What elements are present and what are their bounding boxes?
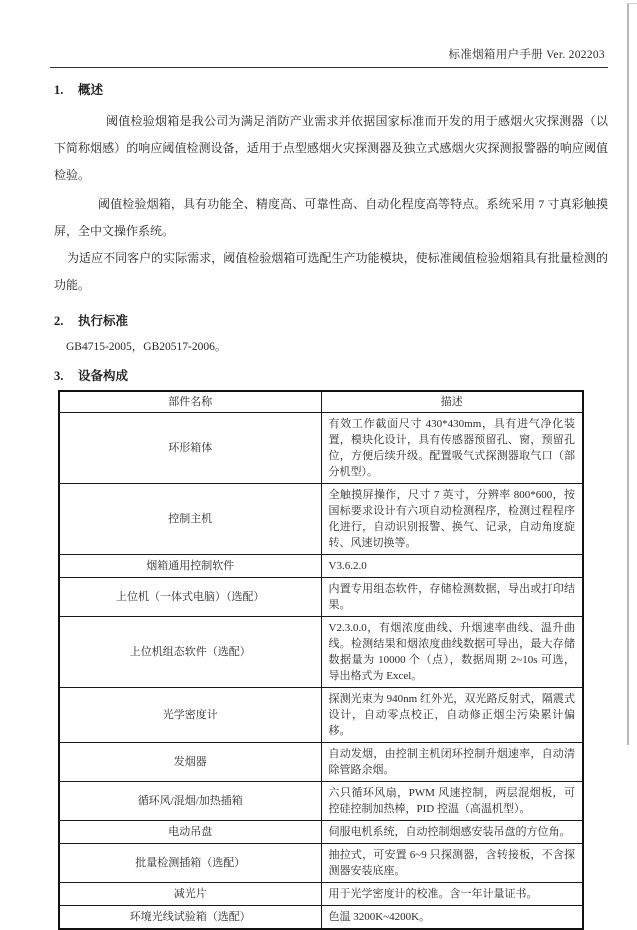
part-description-cell: 伺服电机系统，自动控制烟感安装吊盘的方位角。 (321, 821, 583, 844)
part-name-cell: 批量检测插箱（选配） (59, 844, 321, 883)
part-description-cell: 用于光学密度计的校准。含一年计量证书。 (321, 883, 583, 906)
table-row (59, 821, 583, 844)
page-header-title: 标准烟箱用户手册 Ver. 202203 (448, 49, 605, 61)
part-name-cell: 循环风/混烟/加热插箱 (59, 782, 321, 821)
part-name-cell: 控制主机 (59, 484, 321, 555)
table-row (59, 617, 583, 688)
column-header-part-name: 部件名称 (59, 391, 321, 413)
part-name-cell: 光学密度计 (59, 688, 321, 743)
table-body (59, 413, 583, 930)
column-header-description: 描述 (321, 391, 583, 413)
section-heading-composition (54, 368, 608, 384)
scan-edge-vertical-line (627, 3, 629, 745)
part-name-cell: 环境光线试验箱（选配） (59, 906, 321, 930)
section-number: 3. (54, 369, 64, 383)
part-description-cell: 探测光束为 940nm 红外光，双光路反射式，隔震式设计，自动零点校正，自动修正烟尘污染累计偏移。 (321, 688, 583, 743)
part-name-cell: 上位机组态软件（选配） (59, 617, 321, 688)
overview-paragraph-2: 阈值检验烟箱，具有功能全、精度高、可靠性高、自动化程度高等特点。系统采用 7 寸真彩触摸屏，全中文操作系统。 (54, 197, 608, 238)
part-name-cell: 发烟器 (59, 743, 321, 782)
table-row (59, 578, 583, 617)
part-name-cell: 电动吊盘 (59, 821, 321, 844)
part-name-cell: 环形箱体 (59, 413, 321, 484)
overview-paragraph-3: 为适应不同客户的实际需求，阈值检验烟箱可选配生产功能模块，使标准阈值检验烟箱具有批量检测的功能。 (54, 251, 608, 292)
scan-edge-horizontal-line (627, 3, 637, 4)
part-description-cell: 全触摸屏操作，尺寸 7 英寸，分辨率 800*600，按国标要求设计有六项自动检测程序，检测过程程序化进行，自动识别报警、换气、记录，自动角度旋转、风速切换等。 (321, 484, 583, 555)
table-row (59, 413, 583, 484)
table-row (59, 688, 583, 743)
part-description-cell: 六只循环风扇，PWM 风速控制，两层混烟板，可控硅控制加热棒，PID 控温（高温机型）。 (321, 782, 583, 821)
table-header-row (59, 391, 583, 413)
table-row (59, 883, 583, 906)
part-description-cell: 内置专用组态软件，存储检测数据，导出或打印结果。 (321, 578, 583, 617)
part-name-cell: 烟箱通用控制软件 (59, 555, 321, 578)
section-number: 1. (54, 83, 64, 97)
table-row (59, 844, 583, 883)
part-description-cell: 自动发烟，由控制主机闭环控制升烟速率，自动清除管路余烟。 (321, 743, 583, 782)
part-description-cell: V2.3.0.0，有烟浓度曲线、升烟速率曲线、温升曲线。检测结果和烟浓度曲线数据可导出，最大存储数据量为 10000 个（点），数据周期 2~10s 可选，导出格式为 Excel。 (321, 617, 583, 688)
overview-paragraph-1: 阈值检验烟箱是我公司为满足消防产业需求并依据国家标准而开发的用于感烟火灾探测器（以下简称烟感）的响应阈值检测设备，适用于点型感烟火灾探测器及独立式感烟火灾探测报警器的响应阈值检验。 (54, 114, 608, 182)
header-divider (50, 67, 608, 68)
section-title: 概述 (78, 83, 104, 97)
page-content (54, 82, 608, 930)
section-heading-standards (54, 313, 608, 329)
table-row (59, 782, 583, 821)
table-row (59, 906, 583, 930)
equipment-table (58, 390, 584, 930)
standards-list: GB4715-2005，GB20517-2006。 (66, 341, 227, 353)
section-number: 2. (54, 314, 64, 328)
table-row (59, 484, 583, 555)
part-description-cell: 有效工作截面尺寸 430*430mm，具有进气净化装置，模块化设计，具有传感器预留孔、窗，预留孔位，方便后续升级。配置吸气式探测器取气口（部分机型）。 (321, 413, 583, 484)
part-name-cell: 减光片 (59, 883, 321, 906)
part-description-cell: 抽拉式，可安置 6~9 只探测器，含转接板，不含探测器安装底座。 (321, 844, 583, 883)
part-description-cell: 色温 3200K~4200K。 (321, 906, 583, 930)
part-name-cell: 上位机（一体式电脑）（选配） (59, 578, 321, 617)
section-title: 设备构成 (78, 369, 129, 383)
table-row (59, 555, 583, 578)
section-heading-overview (54, 82, 608, 98)
part-description-cell: V3.6.2.0 (321, 555, 583, 578)
section-title: 执行标准 (78, 314, 129, 328)
table-row (59, 743, 583, 782)
